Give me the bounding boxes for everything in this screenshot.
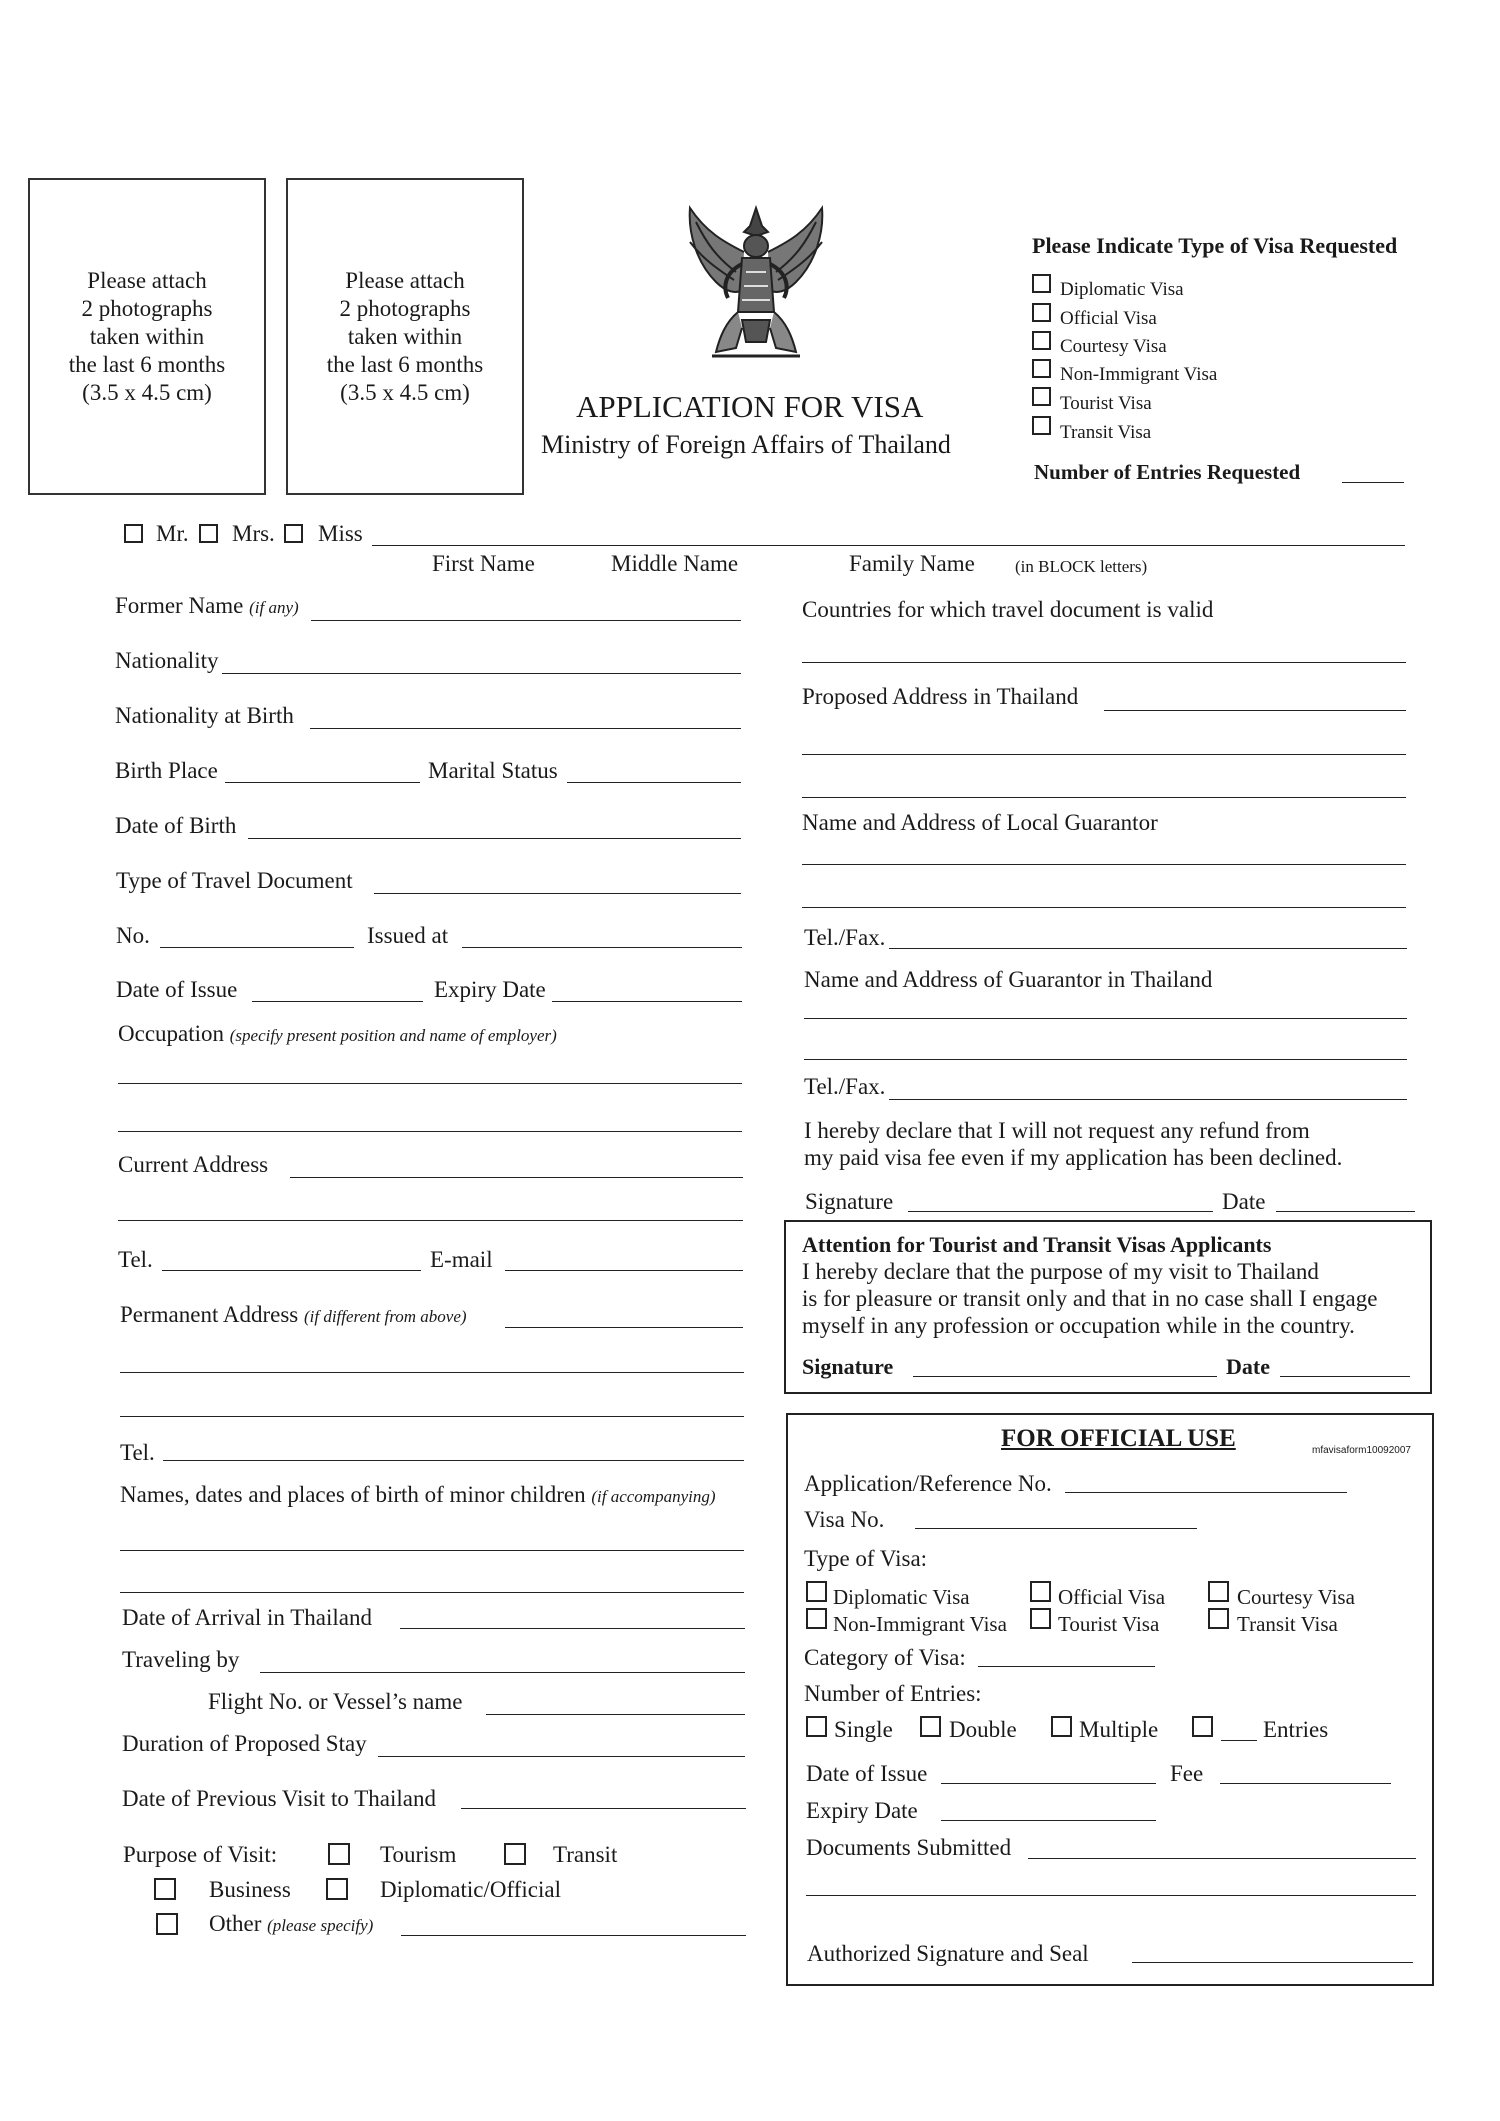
doc-no-field[interactable] — [160, 947, 354, 948]
signature-label: Signature — [805, 1189, 894, 1214]
form-code: mfavisaform10092007 — [1312, 1445, 1411, 1456]
official-checkbox-non-immigrant[interactable] — [806, 1608, 827, 1629]
title-checkbox-mrs[interactable] — [199, 524, 218, 543]
entries-checkbox-custom[interactable] — [1192, 1716, 1213, 1737]
official-type-option: Diplomatic Visa — [833, 1585, 970, 1609]
official-use-heading: FOR OFFICIAL USE — [1001, 1425, 1236, 1452]
former-name-note: (if any) — [249, 598, 299, 617]
visa-type-checkbox-courtesy[interactable] — [1032, 331, 1051, 350]
purpose-tourism-label: Tourism — [380, 1842, 457, 1867]
visa-type-checkbox-non-immigrant[interactable] — [1032, 359, 1051, 378]
previous-visit-field[interactable] — [461, 1808, 746, 1809]
purpose-other-text: Other — [209, 1911, 262, 1936]
title-checkbox-mr[interactable] — [124, 524, 143, 543]
date-issue-field[interactable] — [252, 1001, 423, 1002]
official-checkbox-diplomatic[interactable] — [806, 1581, 827, 1602]
doc-no-label: No. — [116, 923, 150, 948]
official-fee-field[interactable] — [1220, 1783, 1391, 1784]
dob-field[interactable] — [248, 838, 741, 839]
local-guarantor-label: Name and Address of Local Guarantor — [802, 810, 1158, 835]
proposed-address-field-1[interactable] — [1104, 710, 1406, 711]
former-name-field[interactable] — [311, 620, 741, 621]
signature-date-label: Date — [1222, 1189, 1266, 1214]
marital-status-label: Marital Status — [428, 758, 558, 783]
official-category-field[interactable] — [978, 1666, 1155, 1667]
purpose-checkbox-diplomatic[interactable] — [326, 1878, 348, 1900]
visa-type-label: Tourist Visa — [1060, 393, 1152, 414]
current-address-field-1[interactable] — [290, 1177, 743, 1178]
official-fee-label: Fee — [1170, 1761, 1204, 1786]
nationality-birth-field[interactable] — [310, 728, 741, 729]
tel2-label: Tel. — [120, 1440, 155, 1465]
official-entries-label: Number of Entries: — [804, 1681, 982, 1706]
former-name-label — [115, 593, 299, 621]
minors-text: Names, dates and places of birth of minor children — [120, 1482, 586, 1507]
official-auth-field[interactable] — [1132, 1962, 1413, 1963]
photo-instructions-right: Please attach 2 photographs taken within the last 6 months (3.5 x 4.5 cm) — [326, 267, 484, 405]
proposed-address-field-2[interactable] — [802, 754, 1406, 755]
visa-type-checkbox-official[interactable] — [1032, 303, 1051, 322]
attention-line-1: I hereby declare that the purpose of my visit to Thailand — [802, 1259, 1319, 1284]
telfax1-field[interactable] — [889, 948, 1407, 949]
occupation-label — [118, 1021, 557, 1049]
arrival-field[interactable] — [400, 1628, 745, 1629]
attention-date-label: Date — [1226, 1354, 1270, 1379]
minors-field-2[interactable] — [120, 1592, 744, 1593]
purpose-business-label: Business — [209, 1877, 291, 1902]
proposed-address-field-3[interactable] — [802, 797, 1406, 798]
perm-address-field-2[interactable] — [120, 1372, 744, 1373]
official-checkbox-official[interactable] — [1030, 1581, 1051, 1602]
email-field[interactable] — [505, 1270, 743, 1271]
declaration-line-2: my paid visa fee even if my application has been declined. — [804, 1145, 1343, 1170]
official-checkbox-tourist[interactable] — [1030, 1608, 1051, 1629]
telfax2-label: Tel./Fax. — [804, 1074, 886, 1099]
telfax2-field[interactable] — [889, 1099, 1407, 1100]
entries-checkbox-double[interactable] — [920, 1716, 941, 1737]
local-guarantor-field-2[interactable] — [802, 907, 1406, 908]
flight-field[interactable] — [486, 1714, 745, 1715]
travel-doc-label: Type of Travel Document — [116, 868, 353, 893]
official-ref-label: Application/Reference No. — [804, 1471, 1052, 1496]
attention-signature-field[interactable] — [913, 1376, 1217, 1377]
purpose-checkbox-other[interactable] — [156, 1913, 178, 1935]
nationality-label: Nationality — [115, 648, 219, 673]
entries-double-label: Double — [949, 1717, 1017, 1742]
block-letters-note: (in BLOCK letters) — [1015, 557, 1148, 576]
visa-type-label: Diplomatic Visa — [1060, 279, 1184, 300]
countries-field[interactable] — [802, 662, 1406, 663]
perm-address-text: Permanent Address — [120, 1302, 299, 1327]
traveling-by-label: Traveling by — [122, 1647, 240, 1672]
official-type-label: Type of Visa: — [804, 1546, 928, 1571]
birth-place-field[interactable] — [225, 782, 420, 783]
purpose-checkbox-business[interactable] — [154, 1878, 176, 1900]
entries-custom-field[interactable] — [1221, 1740, 1257, 1741]
expiry-label: Expiry Date — [434, 977, 546, 1002]
visa-type-label: Transit Visa — [1060, 422, 1152, 443]
tel2-field[interactable] — [163, 1460, 744, 1461]
tel-field[interactable] — [162, 1270, 421, 1271]
issued-at-field[interactable] — [462, 947, 742, 948]
issued-at-label: Issued at — [367, 923, 449, 948]
email-label: E-mail — [430, 1247, 493, 1272]
title-mr-label: Mr. — [156, 521, 189, 546]
official-visa-no-field[interactable] — [915, 1528, 1197, 1529]
attention-line-3: myself in any profession or occupation while in the country. — [802, 1313, 1355, 1338]
purpose-other-field[interactable] — [401, 1935, 746, 1936]
current-address-field-2[interactable] — [118, 1220, 743, 1221]
title-checkbox-miss[interactable] — [284, 524, 303, 543]
form-title: APPLICATION FOR VISA — [576, 389, 924, 424]
occupation-field-2[interactable] — [118, 1131, 742, 1132]
official-visa-no-label: Visa No. — [804, 1507, 885, 1532]
proposed-address-label: Proposed Address in Thailand — [802, 684, 1079, 709]
entries-checkbox-multiple[interactable] — [1051, 1716, 1072, 1737]
official-docs-field-1[interactable] — [1028, 1858, 1416, 1859]
occupation-note: (specify present position and name of employer) — [229, 1026, 557, 1045]
guarantor-thailand-field-1[interactable] — [804, 1018, 1407, 1019]
title-miss-label: Miss — [318, 521, 363, 546]
current-address-label: Current Address — [118, 1152, 269, 1177]
attention-signature-label: Signature — [802, 1354, 894, 1379]
date-issue-label: Date of Issue — [116, 977, 238, 1002]
entries-requested-field[interactable] — [1342, 482, 1404, 483]
visa-type-checkbox-tourist[interactable] — [1032, 387, 1051, 406]
photo-instructions-left: Please attach 2 photographs taken within the last 6 months (3.5 x 4.5 cm) — [68, 267, 226, 405]
entries-single-label: Single — [834, 1717, 893, 1742]
signature-date-field[interactable] — [1276, 1211, 1415, 1212]
official-checkbox-transit[interactable] — [1208, 1608, 1229, 1629]
entries-multiple-label: Multiple — [1079, 1717, 1159, 1742]
duration-field[interactable] — [378, 1756, 745, 1757]
attention-line-2: is for pleasure or transit only and that in no case shall I engage — [802, 1286, 1378, 1311]
purpose-diplomatic-label: Diplomatic/Official — [380, 1877, 561, 1902]
perm-address-note: (if different from above) — [303, 1307, 467, 1326]
official-type-option: Courtesy Visa — [1237, 1585, 1355, 1609]
perm-address-field-3[interactable] — [120, 1416, 744, 1417]
signature-field[interactable] — [908, 1211, 1213, 1212]
entries-requested-label: Number of Entries Requested — [1034, 460, 1301, 484]
guarantor-thailand-field-2[interactable] — [804, 1059, 1407, 1060]
countries-label: Countries for which travel document is valid — [802, 597, 1214, 622]
official-checkbox-courtesy[interactable] — [1208, 1581, 1229, 1602]
official-date-issue-field[interactable] — [941, 1783, 1156, 1784]
marital-status-field[interactable] — [567, 782, 741, 783]
official-ref-field[interactable] — [1065, 1492, 1347, 1493]
title-mrs-label: Mrs. — [232, 521, 275, 546]
nationality-field[interactable] — [222, 673, 741, 674]
official-date-issue-label: Date of Issue — [806, 1761, 928, 1786]
purpose-checkbox-transit[interactable] — [504, 1843, 526, 1865]
visa-type-heading: Please Indicate Type of Visa Requested — [1032, 233, 1398, 258]
travel-doc-field[interactable] — [374, 893, 741, 894]
perm-address-label — [120, 1302, 467, 1330]
official-type-option: Non-Immigrant Visa — [833, 1612, 1007, 1636]
guarantor-thailand-label: Name and Address of Guarantor in Thailand — [804, 967, 1213, 992]
purpose-transit-label: Transit — [553, 1842, 618, 1867]
purpose-other-note: (please specify) — [267, 1916, 374, 1935]
birth-place-label: Birth Place — [115, 758, 218, 783]
duration-label: Duration of Proposed Stay — [122, 1731, 367, 1756]
telfax1-label: Tel./Fax. — [804, 925, 886, 950]
full-name-field[interactable] — [372, 545, 1405, 546]
first-name-caption: First Name — [432, 551, 535, 576]
purpose-other-label — [209, 1911, 373, 1939]
official-type-option: Official Visa — [1058, 1585, 1166, 1609]
minors-label — [120, 1482, 716, 1510]
photo-box-left[interactable] — [28, 178, 266, 495]
traveling-by-field[interactable] — [260, 1672, 745, 1673]
minors-note: (if accompanying) — [591, 1487, 716, 1506]
occupation-text: Occupation — [118, 1021, 225, 1046]
photo-box-right[interactable] — [286, 178, 524, 495]
flight-label: Flight No. or Vessel’s name — [208, 1689, 463, 1714]
expiry-field[interactable] — [552, 1001, 742, 1002]
garuda-emblem-icon — [676, 202, 836, 364]
visa-type-checkbox-transit[interactable] — [1032, 416, 1051, 435]
declaration-line-1: I hereby declare that I will not request any refund from — [804, 1118, 1310, 1143]
family-name-caption: Family Name — [849, 551, 975, 576]
attention-heading: Attention for Tourist and Transit Visas Applicants — [802, 1232, 1272, 1257]
attention-date-field[interactable] — [1280, 1376, 1410, 1377]
tel-label: Tel. — [118, 1247, 153, 1272]
official-type-option: Transit Visa — [1237, 1612, 1338, 1636]
visa-type-label: Official Visa — [1060, 308, 1157, 329]
purpose-checkbox-tourism[interactable] — [328, 1843, 350, 1865]
minors-field-1[interactable] — [120, 1550, 744, 1551]
perm-address-field-1[interactable] — [505, 1327, 743, 1328]
nationality-birth-label: Nationality at Birth — [115, 703, 294, 728]
official-auth-label: Authorized Signature and Seal — [807, 1941, 1089, 1966]
visa-type-label: Courtesy Visa — [1060, 336, 1167, 357]
entries-checkbox-single[interactable] — [806, 1716, 827, 1737]
official-category-label: Category of Visa: — [804, 1645, 966, 1670]
official-docs-field-2[interactable] — [806, 1895, 1416, 1896]
official-expiry-label: Expiry Date — [806, 1798, 918, 1823]
occupation-field-1[interactable] — [118, 1083, 742, 1084]
previous-visit-label: Date of Previous Visit to Thailand — [122, 1786, 436, 1811]
entries-word-label: Entries — [1263, 1717, 1329, 1742]
official-type-option: Tourist Visa — [1058, 1612, 1160, 1636]
local-guarantor-field-1[interactable] — [802, 864, 1406, 865]
visa-type-label: Non-Immigrant Visa — [1060, 364, 1218, 385]
arrival-label: Date of Arrival in Thailand — [122, 1605, 372, 1630]
former-name-text: Former Name — [115, 593, 244, 618]
visa-type-checkbox-diplomatic[interactable] — [1032, 274, 1051, 293]
official-docs-label: Documents Submitted — [806, 1835, 1012, 1860]
official-expiry-field[interactable] — [941, 1820, 1156, 1821]
middle-name-caption: Middle Name — [611, 551, 739, 576]
purpose-label: Purpose of Visit: — [123, 1842, 278, 1867]
form-subtitle: Ministry of Foreign Affairs of Thailand — [541, 430, 951, 459]
dob-label: Date of Birth — [115, 813, 237, 838]
